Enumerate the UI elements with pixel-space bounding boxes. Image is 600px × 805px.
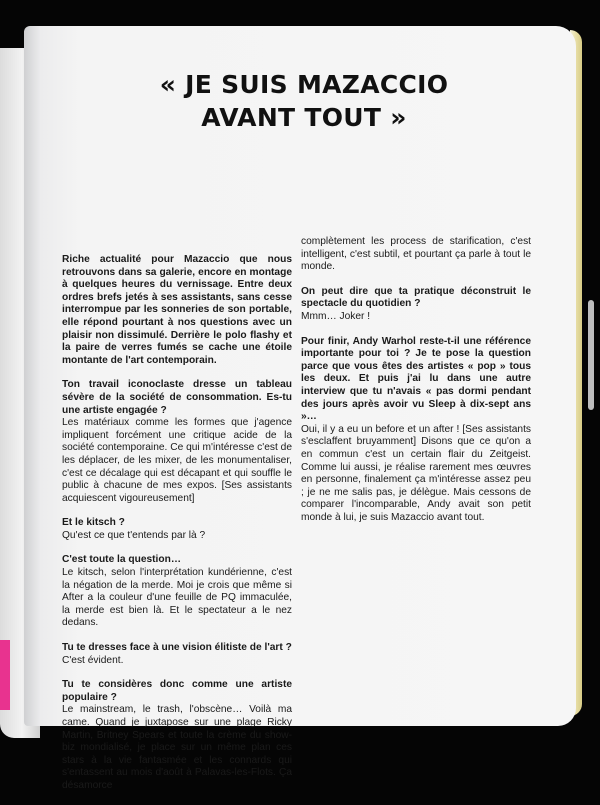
magazine-page [24, 26, 576, 791]
page-title [134, 68, 474, 134]
question: On peut dire que ta pratique déconstruit le spectacle du quotidien ? [301, 285, 531, 310]
answer: C'est évident. [62, 654, 124, 666]
answer: Mmm… Joker ! [301, 310, 371, 322]
qa-block [62, 679, 292, 792]
question: Tu te considères donc comme une artiste populaire ? [62, 679, 292, 703]
text-column-right [301, 236, 531, 536]
answer: Les matériaux comme les formes que j'agence impliquent forcément une critique acide de la société contemporaine. Ce qui m'intéresse c'est de les déplacer, de les mixer, de les monumentaliser, c'est ce décalage qui est décapant et qui souffle le public à chacune de mes expos. [Ses assistants acquiescent vigoureusement] [62, 417, 292, 504]
qa-block [62, 517, 292, 542]
question: C'est toute la question… [62, 554, 182, 566]
qa-block [62, 379, 292, 505]
question: Tu te dresses face à une vision élitiste de l'art ? [62, 642, 292, 654]
title-line-1: « JE SUIS MAZACCIO [159, 70, 449, 99]
question: Pour finir, Andy Warhol reste-t-il une référence importante pour toi ? Je te pose la question parce que vous êtes des artistes « pop » tous les deux. Et puis j'ai lu dans une autre interview que tu n'avais « pas dormi pendant des jours après avoir vu Sleep à dix-sept ans »… [301, 335, 531, 423]
answer: Le kitsch, selon l'interprétation kundérienne, c'est la négation de la merde. Moi je crois que même si After a la couleur d'une feuille de PQ immaculée, la merde est bien là. Et le spectateur a le nez dedans. [62, 567, 292, 629]
binder-tab [588, 300, 594, 410]
question: Ton travail iconoclaste dresse un tableau sévère de la société de consommation. Es-tu une artiste engagée ? [62, 379, 292, 416]
answer: Oui, il y a eu un before et un after ! [Ses assistants s'esclaffent bruyamment] Disons que ce qu'on a en commun c'est un certain flair du Zeitgeist. Comme lui aussi, je réalise rarement mes œuvres en personne, finalement ça m'intéresse assez peu ; je ne me salis pas, je délègue. Mais cessons de comparer l'incomparable, Andy avait son petit monde à lui, je suis Mazaccio avant tout. [301, 423, 531, 523]
answer-continuation-block [301, 236, 531, 274]
qa-block [62, 554, 292, 630]
answer: Le mainstream, le trash, l'obscène… Voilà ma came. Quand je juxtapose sur une plage Ricky Martin, Britney Spears et toute la crème du show-biz mondialisé, je place sur un même plan ces stars à la vie fantasmée et les connards qui s'entassent au mois d'août à Palavas-les-Flots. Ça désamorce [62, 704, 292, 791]
text-column-left [62, 254, 292, 805]
title-line-2: AVANT TOUT » [201, 103, 407, 132]
qa-block [301, 286, 531, 324]
answer: Qu'est ce que t'entends par là ? [62, 529, 206, 541]
qa-block [301, 336, 531, 525]
intro-paragraph: Riche actualité pour Mazaccio que nous retrouvons dans sa galerie, encore en montage à quelques heures du vernissage. Entre deux ordres brefs jetés à ses assistants, sans cesse interrompue par les sonneries de son portable, elle répond pourtant à nos questions avec un plaisir non dissimulé. Derrière le polo flashy et la paire de verres fumés se cache une étoile montante de l'art contemporain. [62, 254, 292, 366]
answer-continuation: complètement les process de starification, c'est intelligent, c'est subtil, et pourtant ça parle à tout le monde. [301, 236, 531, 273]
question: Et le kitsch ? [62, 517, 125, 529]
left-page-pink-photo [0, 640, 10, 710]
qa-block [62, 642, 292, 667]
